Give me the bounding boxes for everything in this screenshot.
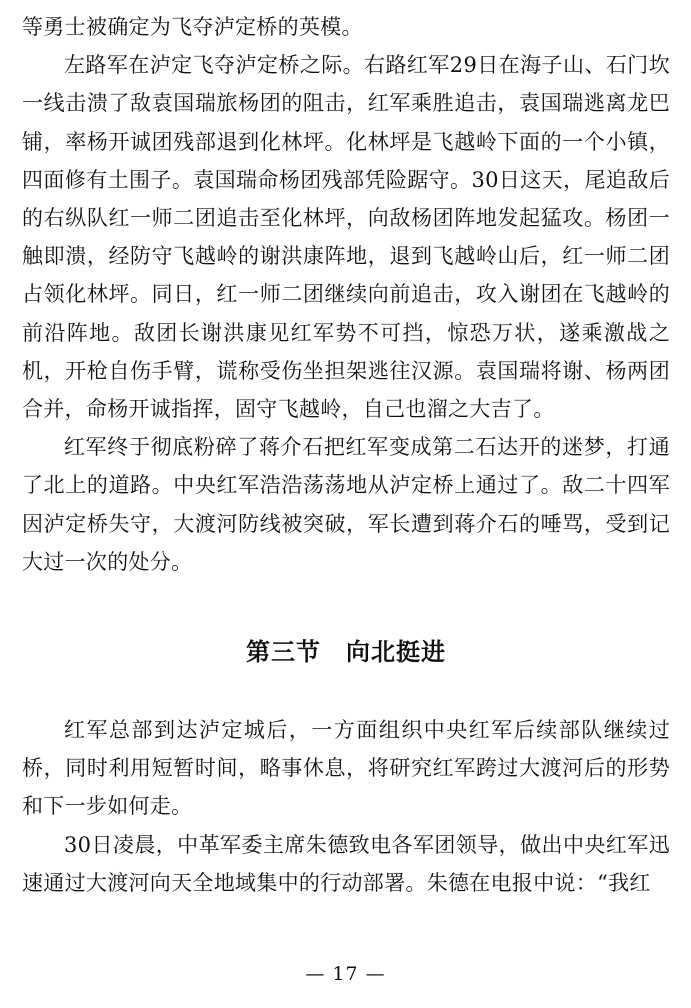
paragraph-zhude-telegram: 30日凌晨，中革军委主席朱德致电各军团领导，做出中央红军迅速通过大渡河向天全地域集中的行动部署。朱德在电报中说：“我红 xyxy=(22,832,670,895)
section-title: 第三节 向北挺进 xyxy=(246,638,446,667)
document-page xyxy=(22,8,670,902)
spacer xyxy=(22,581,670,633)
paragraph-right-route-army: 左路军在泸定飞夺泸定桥之际。右路红军29日在海子山、石门坎一线击溃了敌袁国瑞旅杨团的阻击，红军乘胜追击，袁国瑞逃离龙巴铺，率杨开诚团残部退到化林坪。化林坪是飞越岭下面的一个小镇，四面修有土围子。袁国瑞命杨团残部凭险踞守。30日这天，尾追敌后的右纵队红一师二团追击至化林坪，向敌杨团阵地发起猛攻。杨团一触即溃，经防守飞越岭的谢洪康阵地，退到飞越岭山后，红一师二团占领化林坪。同日，红一师二团继续向前追击，攻入谢团在飞越岭的前沿阵地。敌团长谢洪康见红军势不可挡，惊恐万状，遂乘激战之机，开枪自伤手臂，谎称受伤坐担架逃往汉源。袁国瑞将谢、杨两团合并，命杨开诚指挥，固守飞越岭，自己也溜之大吉了。 xyxy=(22,53,670,422)
paragraph-continuation: 等勇士被确定为飞夺泸定桥的英模。 xyxy=(22,15,363,39)
page-number: — 17 — xyxy=(305,963,386,985)
spacer xyxy=(22,671,670,711)
paragraph-northward-road: 红军终于彻底粉碎了蒋介石把红军变成第二石达开的迷梦，打通了北上的道路。中央红军浩浩荡荡地从泸定桥上通过了。敌二十四军因泸定桥失守，大渡河防线被突破，军长遭到蒋介石的唾骂，受到记大过一次的处分。 xyxy=(22,435,670,574)
paragraph-headquarters-luding: 红军总部到达泸定城后，一方面组织中央红军后续部队继续过桥，同时利用短暂时间，略事休息，将研究红军跨过大渡河后的形势和下一步如何走。 xyxy=(22,718,670,819)
